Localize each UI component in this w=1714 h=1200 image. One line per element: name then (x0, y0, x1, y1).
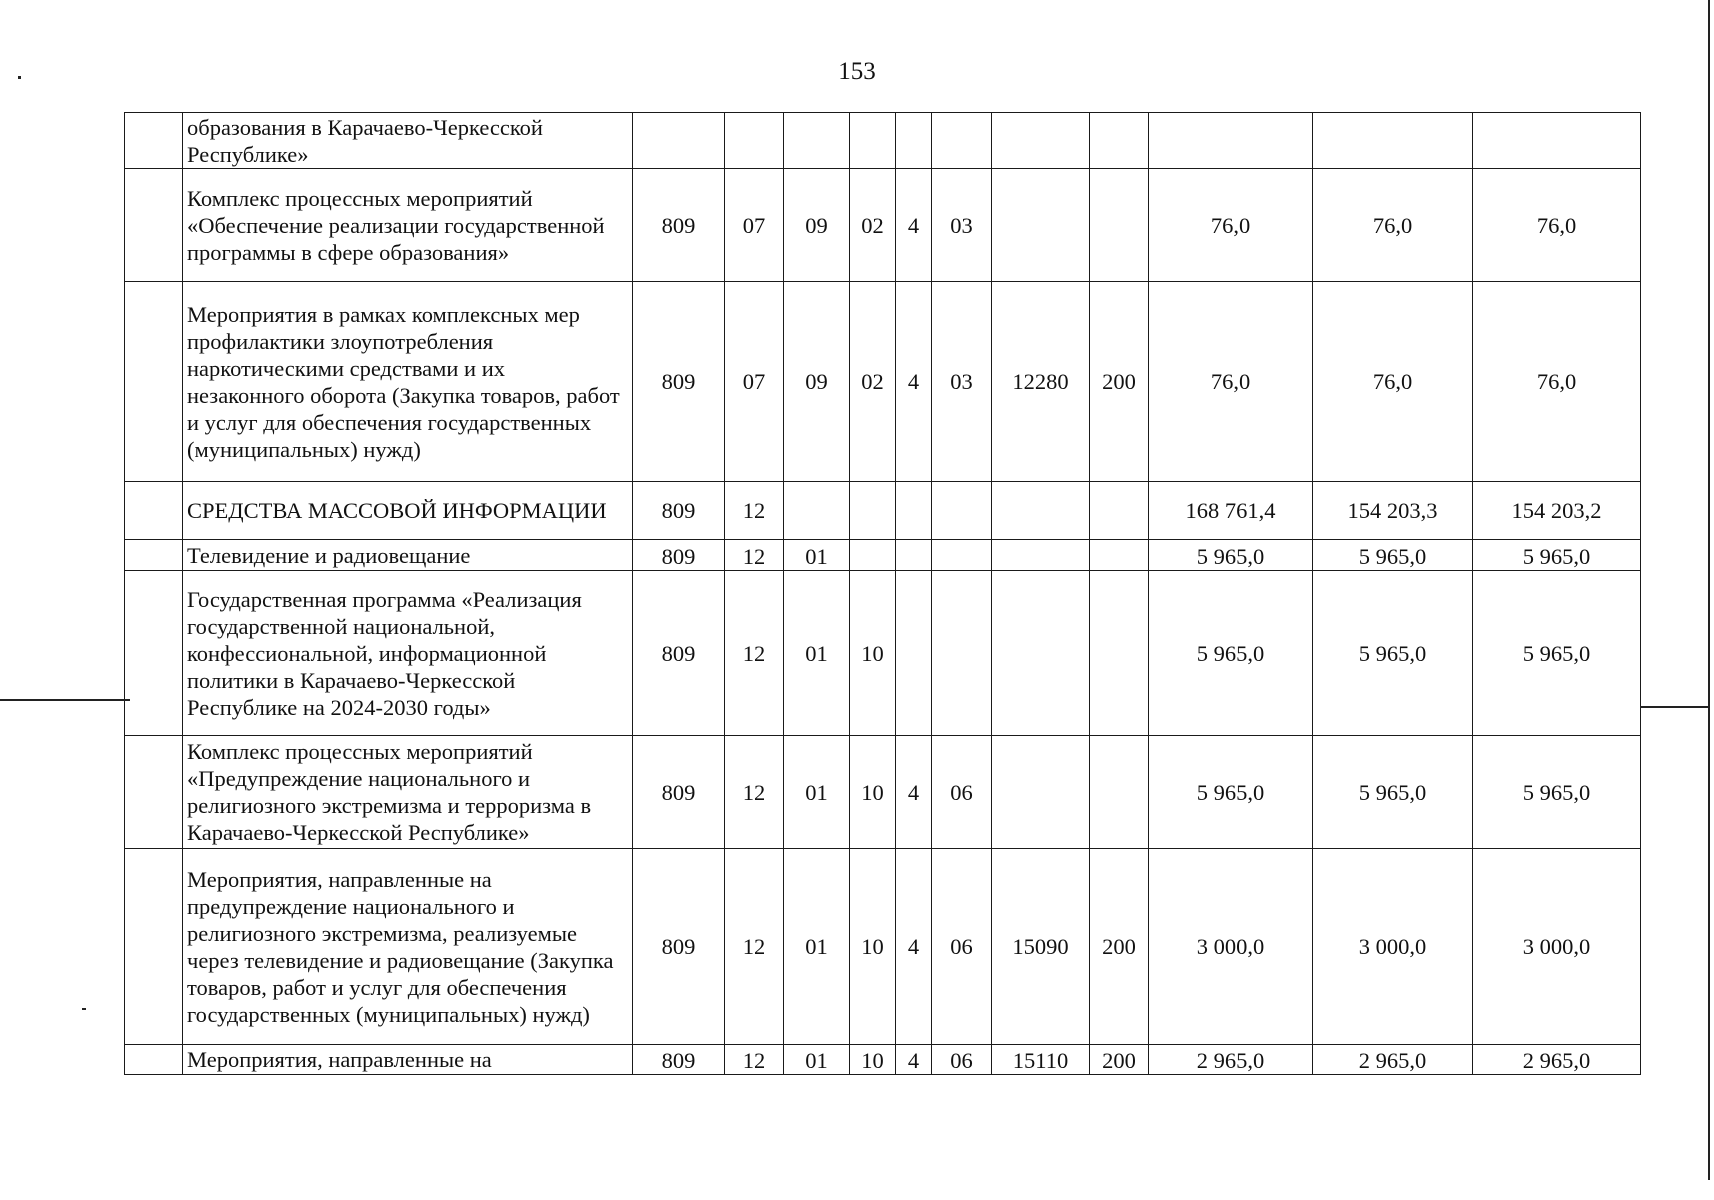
prog-cell (850, 540, 896, 571)
pod-cell (896, 571, 932, 736)
vr-cell (1090, 482, 1149, 540)
table-row (125, 482, 1641, 540)
ved-cell (633, 113, 725, 169)
sum-2025-cell: 5 965,0 (1313, 736, 1473, 849)
pod-cell (896, 540, 932, 571)
rz-cell: 12 (725, 540, 784, 571)
row-number-cell (125, 1045, 183, 1075)
prog-cell (850, 482, 896, 540)
napr-cell (992, 540, 1090, 571)
row-number-cell (125, 113, 183, 169)
sum-2026-cell (1473, 113, 1641, 169)
vr-cell: 200 (1090, 849, 1149, 1045)
scan-line-left (0, 699, 130, 701)
rz-cell: 12 (725, 571, 784, 736)
sum-2026-cell: 3 000,0 (1473, 849, 1641, 1045)
row-number-cell (125, 736, 183, 849)
sum-2024-cell: 3 000,0 (1149, 849, 1313, 1045)
vr-cell: 200 (1090, 1045, 1149, 1075)
sum-2025-cell: 154 203,3 (1313, 482, 1473, 540)
ved-cell: 809 (633, 282, 725, 482)
table-row (125, 849, 1641, 1045)
ved-cell: 809 (633, 736, 725, 849)
row-number-cell (125, 482, 183, 540)
osn-cell: 03 (932, 282, 992, 482)
napr-cell: 15110 (992, 1045, 1090, 1075)
osn-cell: 06 (932, 1045, 992, 1075)
pod-cell: 4 (896, 282, 932, 482)
item-name-cell: Комплекс процессных мероприятий «Предупреждение национального и религиозного экстремизма и терроризма в Карачаево-Черкесской Республике» (183, 736, 633, 849)
pod-cell: 4 (896, 736, 932, 849)
table-body (125, 113, 1641, 1075)
rz-cell: 07 (725, 169, 784, 282)
table-row (125, 282, 1641, 482)
prog-cell: 10 (850, 1045, 896, 1075)
ved-cell: 809 (633, 571, 725, 736)
sum-2024-cell: 168 761,4 (1149, 482, 1313, 540)
table-row (125, 169, 1641, 282)
pr-cell: 01 (784, 540, 850, 571)
sum-2024-cell (1149, 113, 1313, 169)
rz-cell (725, 113, 784, 169)
item-name-cell: Мероприятия в рамках комплексных мер профилактики злоупотребления наркотическими средствами и их незаконного оборота (Закупка товаров, работ и услуг для обеспечения государственных (муниципальных) нужд) (183, 282, 633, 482)
item-name-cell: СРЕДСТВА МАССОВОЙ ИНФОРМАЦИИ (183, 482, 633, 540)
table-row (125, 540, 1641, 571)
pr-cell (784, 113, 850, 169)
sum-2024-cell: 76,0 (1149, 169, 1313, 282)
prog-cell: 10 (850, 849, 896, 1045)
row-number-cell (125, 849, 183, 1045)
sum-2025-cell: 5 965,0 (1313, 571, 1473, 736)
sum-2026-cell: 2 965,0 (1473, 1045, 1641, 1075)
pr-cell: 09 (784, 169, 850, 282)
pod-cell: 4 (896, 169, 932, 282)
row-number-cell (125, 169, 183, 282)
pod-cell: 4 (896, 849, 932, 1045)
prog-cell: 02 (850, 169, 896, 282)
ved-cell: 809 (633, 482, 725, 540)
vr-cell (1090, 540, 1149, 571)
sum-2025-cell: 76,0 (1313, 282, 1473, 482)
sum-2024-cell: 5 965,0 (1149, 540, 1313, 571)
sum-2025-cell: 76,0 (1313, 169, 1473, 282)
sum-2024-cell: 2 965,0 (1149, 1045, 1313, 1075)
item-name-cell: Телевидение и радиовещание (183, 540, 633, 571)
page-number: 153 (838, 58, 876, 85)
osn-cell (932, 540, 992, 571)
prog-cell: 02 (850, 282, 896, 482)
sum-2024-cell: 5 965,0 (1149, 571, 1313, 736)
pr-cell: 09 (784, 282, 850, 482)
table-row (125, 736, 1641, 849)
rz-cell: 12 (725, 736, 784, 849)
napr-cell (992, 571, 1090, 736)
item-name-cell: Комплекс процессных мероприятий «Обеспечение реализации государственной программы в сфере образования» (183, 169, 633, 282)
item-name-cell: Мероприятия, направленные на предупреждение национального и религиозного экстремизма, реализуемые через телевидение и радиовещание (Закупка товаров, работ и услуг для обеспечения государственных (муниципальных) нужд) (183, 849, 633, 1045)
sum-2025-cell: 2 965,0 (1313, 1045, 1473, 1075)
osn-cell: 06 (932, 736, 992, 849)
scan-dot (18, 76, 21, 79)
sum-2026-cell: 5 965,0 (1473, 571, 1641, 736)
sum-2026-cell: 76,0 (1473, 282, 1641, 482)
napr-cell (992, 736, 1090, 849)
row-number-cell (125, 571, 183, 736)
rz-cell: 07 (725, 282, 784, 482)
pr-cell: 01 (784, 736, 850, 849)
sum-2026-cell: 5 965,0 (1473, 540, 1641, 571)
pr-cell (784, 482, 850, 540)
scan-edge-right (1708, 0, 1710, 1180)
pod-cell (896, 113, 932, 169)
vr-cell (1090, 169, 1149, 282)
osn-cell (932, 482, 992, 540)
sum-2026-cell: 76,0 (1473, 169, 1641, 282)
napr-cell: 15090 (992, 849, 1090, 1045)
sum-2025-cell: 3 000,0 (1313, 849, 1473, 1045)
ved-cell: 809 (633, 540, 725, 571)
sum-2024-cell: 5 965,0 (1149, 736, 1313, 849)
budget-table (124, 112, 1641, 1075)
napr-cell (992, 113, 1090, 169)
item-name-cell: Государственная программа «Реализация государственной национальной, конфессиональной, информационной политики в Карачаево-Черкесской Республике на 2024-2030 годы» (183, 571, 633, 736)
row-number-cell (125, 282, 183, 482)
prog-cell: 10 (850, 571, 896, 736)
napr-cell (992, 169, 1090, 282)
scan-line-right (1640, 706, 1710, 708)
item-name-cell: образования в Карачаево-Черкесской Республике» (183, 113, 633, 169)
osn-cell (932, 113, 992, 169)
rz-cell: 12 (725, 1045, 784, 1075)
table-row (125, 113, 1641, 169)
osn-cell: 03 (932, 169, 992, 282)
item-name-cell: Мероприятия, направленные на (183, 1045, 633, 1075)
row-number-cell (125, 540, 183, 571)
sum-2026-cell: 5 965,0 (1473, 736, 1641, 849)
pr-cell: 01 (784, 1045, 850, 1075)
vr-cell (1090, 571, 1149, 736)
pod-cell: 4 (896, 1045, 932, 1075)
rz-cell: 12 (725, 849, 784, 1045)
pod-cell (896, 482, 932, 540)
sum-2025-cell (1313, 113, 1473, 169)
ved-cell: 809 (633, 169, 725, 282)
osn-cell (932, 571, 992, 736)
prog-cell (850, 113, 896, 169)
napr-cell (992, 482, 1090, 540)
table-row (125, 571, 1641, 736)
ved-cell: 809 (633, 1045, 725, 1075)
prog-cell: 10 (850, 736, 896, 849)
vr-cell (1090, 113, 1149, 169)
napr-cell: 12280 (992, 282, 1090, 482)
vr-cell: 200 (1090, 282, 1149, 482)
vr-cell (1090, 736, 1149, 849)
rz-cell: 12 (725, 482, 784, 540)
sum-2026-cell: 154 203,2 (1473, 482, 1641, 540)
table-row (125, 1045, 1641, 1075)
sum-2025-cell: 5 965,0 (1313, 540, 1473, 571)
osn-cell: 06 (932, 849, 992, 1045)
pr-cell: 01 (784, 571, 850, 736)
scan-dot (82, 1008, 86, 1010)
sum-2024-cell: 76,0 (1149, 282, 1313, 482)
pr-cell: 01 (784, 849, 850, 1045)
ved-cell: 809 (633, 849, 725, 1045)
